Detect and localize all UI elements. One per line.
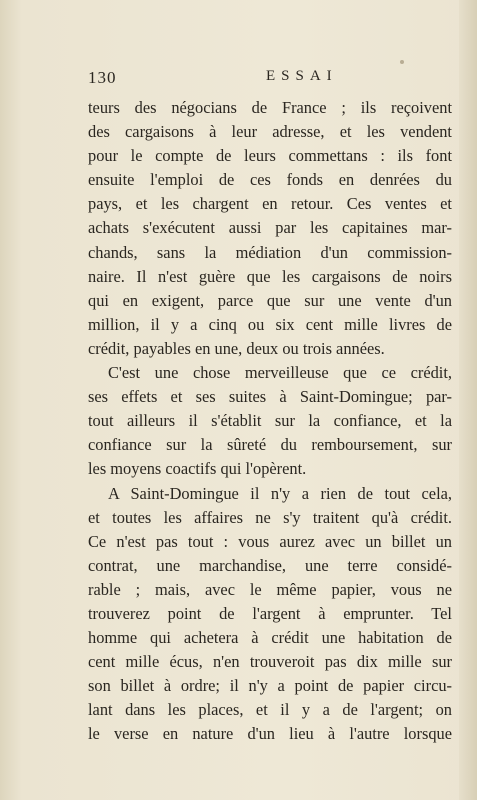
page-header <box>88 68 450 90</box>
text-line: teurs des négocians de France ; ils reçoivent <box>88 98 452 117</box>
text-line: tout ailleurs il s'établit sur la confiance, et la <box>88 411 452 431</box>
paragraph <box>88 482 452 747</box>
body-text <box>88 96 452 747</box>
text-line: cent mille écus, n'en trouveroit pas dix mille sur <box>88 652 452 672</box>
text-line: des cargaisons à leur adresse, et les vendent <box>88 122 452 142</box>
text-line: chands, sans la médiation d'un commission- <box>88 242 452 262</box>
text-line: pays, et les chargent en retour. Ces ventes et <box>88 194 452 214</box>
text-line: confiance sur la sûreté du remboursement, sur <box>88 435 452 455</box>
text-line: crédit, payables en une, deux ou trois années. <box>88 338 385 358</box>
paper-speck <box>400 60 404 64</box>
text-line: C'est une chose merveilleuse que ce crédit, <box>108 363 452 383</box>
running-title: ESSAI <box>266 68 338 84</box>
text-line: et toutes les affaires ne s'y traitent qu'à crédit. <box>88 507 452 527</box>
text-line: million, il y a cinq ou six cent mille livres de <box>88 314 452 334</box>
text-line: trouverez point de l'argent à emprunter. Tel <box>88 603 452 623</box>
text-line: homme qui achetera à crédit une habitation de <box>88 628 452 648</box>
page-number: 130 <box>88 68 117 87</box>
text-line: A Saint-Domingue il n'y a rien de tout cela, <box>108 483 452 503</box>
text-line: contrat, une marchandise, une terre considé- <box>88 555 452 575</box>
paragraph <box>88 96 452 361</box>
text-line: le verse en nature d'un lieu à l'autre lorsque <box>88 724 452 744</box>
text-line: Ce n'est pas tout : vous aurez avec un billet un <box>88 531 452 551</box>
text-line: lant dans les places, et il y a de l'argent; on <box>88 700 452 720</box>
paragraph <box>88 361 452 481</box>
text-line: rable ; mais, avec le même papier, vous ne <box>88 579 452 599</box>
text-line: son billet à ordre; il n'y a point de papier circu- <box>88 676 452 696</box>
page-gutter <box>459 0 477 800</box>
text-line: naire. Il n'est guère que les cargaisons de noirs <box>88 266 452 286</box>
text-line: achats s'exécutent aussi par les capitaines mar- <box>88 218 452 238</box>
text-line: ses effets et ses suites à Saint-Domingue; par- <box>88 387 452 407</box>
text-line: les moyens coactifs qui l'opèrent. <box>88 459 307 479</box>
text-line: qui en exigent, parce que sur une vente d'un <box>88 290 452 310</box>
text-line: ensuite l'emploi de ces fonds en denrées du <box>88 170 452 190</box>
text-line: pour le compte de leurs commettans : ils font <box>88 146 452 166</box>
